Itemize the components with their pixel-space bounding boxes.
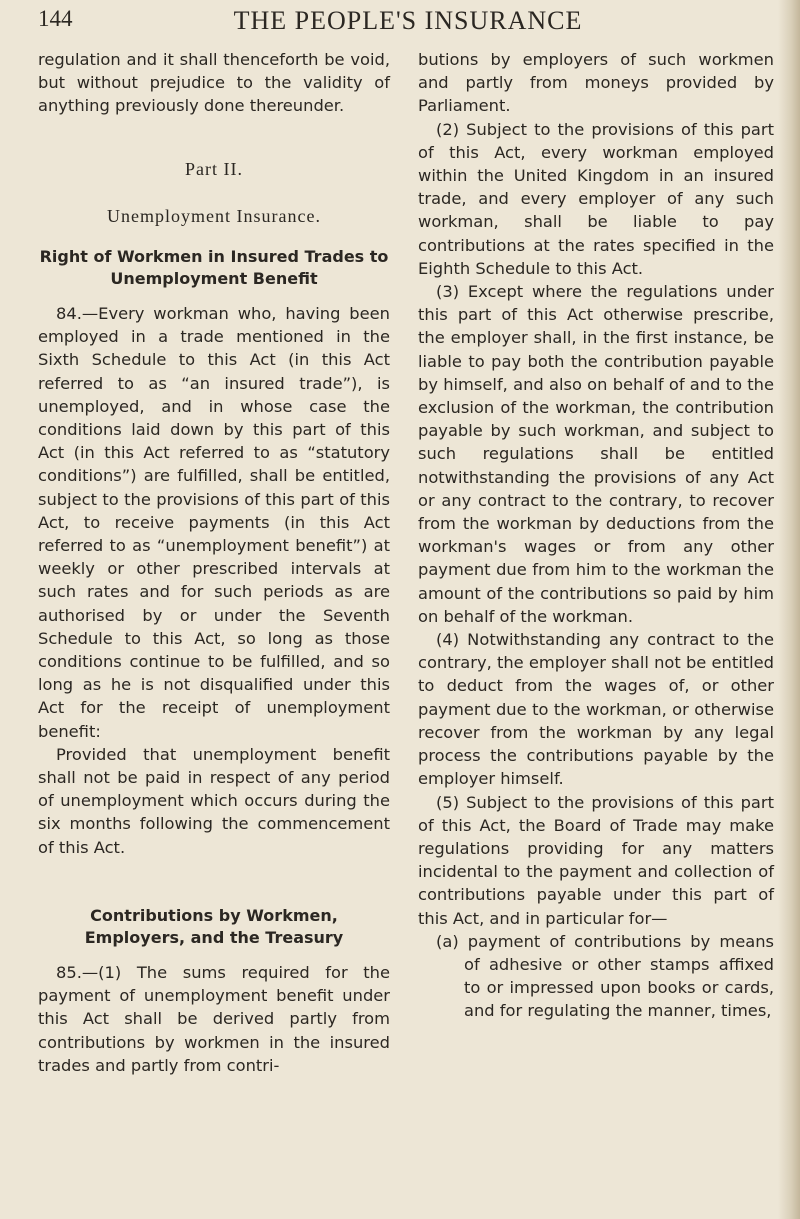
- section-85-3-paragraph: (3) Except where the regulations under this part of this Act otherwise prescribe, the employer shall, in the first instance, be liable to pay both the contribution payable by himself, and also on behalf of and to the exclusion of the workman, the contribution payable by such workman, and subject to such regulations shall be entitled notwithstanding the provisions of any Act or any contract to the contrary, to recover from the workman by deductions from the workman's wages or from any other payment due from him to the workman the amount of the contributions so paid by him on behalf of the workman.: [418, 282, 774, 626]
- page-number: 144: [38, 6, 73, 31]
- left-column: [38, 48, 390, 1077]
- proviso-paragraph: Provided that unemployment benefit shall not be paid in respect of any period of unemployment which occurs during the six months following the commencement of this Act.: [38, 744, 390, 857]
- continuation-paragraph: butions by employers of such workmen and partly from moneys provided by Parliament.: [418, 50, 774, 116]
- right-column: [418, 48, 774, 1023]
- section-85-5-paragraph: (5) Subject to the provisions of this part of this Act, the Board of Trade may make regulations providing for any matters incidental to the payment and collection of contributions payable under this part of this Act, and in particular for—: [418, 792, 774, 928]
- opening-paragraph: regulation and it shall thenceforth be void, but without prejudice to the validity of anything previously done thereunder.: [38, 50, 390, 116]
- section-84-paragraph: 84.—Every workman who, having been employed in a trade mentioned in the Sixth Schedule to this Act (in this Act referred to as “an insured trade”), is unemployed, and in whose case the conditions laid down by this part of this Act (in this Act referred to as “statutory conditions”) are fulfilled, shall be entitled, subject to the provisions of this part of this Act, to receive payments (in this Act referred to as “unemployment benefit”) at weekly or other prescribed intervals at such rates and for such periods as are authorised by or under the Seventh Schedule to this Act, so long as those conditions continue to be fulfilled, and so long as he is not disqualified under this Act for the receipt of unemployment benefit:: [38, 304, 390, 741]
- page-header: [38, 6, 778, 38]
- part-heading: Part II.: [185, 158, 243, 179]
- section-85-1-paragraph: 85.—(1) The sums required for the payment of unemployment benefit under this Act shall be derived partly from contributions by workmen in the insured trades and partly from contri-: [38, 962, 390, 1075]
- page-edge-shadow: [778, 0, 800, 1219]
- subheading-right-of-workmen: Right of Workmen in Insured Trades to Unemployment Benefit: [39, 247, 389, 289]
- section-85-2-paragraph: (2) Subject to the provisions of this part of this Act, every workman employed within the United Kingdom in an insured trade, and every employer of any such workman, shall be liable to pay contributions at the rates specified in the Eighth Schedule to this Act.: [418, 119, 774, 278]
- running-title: THE PEOPLE'S INSURANCE: [233, 6, 583, 35]
- section-85-4-paragraph: (4) Notwithstanding any contract to the contrary, the employer shall not be entitled to deduct from the wages of, or other payment due to the workman, or otherwise recover from the workman by any legal process the contributions payable by the employer himself.: [418, 630, 774, 789]
- item-a-paragraph: (a) payment of contributions by means of adhesive or other stamps affixed to or impressed upon books or cards, and for regulating the manner, times,: [436, 931, 774, 1021]
- section-title: Unemployment Insurance.: [107, 205, 321, 226]
- subheading-contributions: Contributions by Workmen, Employers, and the Treasury: [84, 905, 344, 947]
